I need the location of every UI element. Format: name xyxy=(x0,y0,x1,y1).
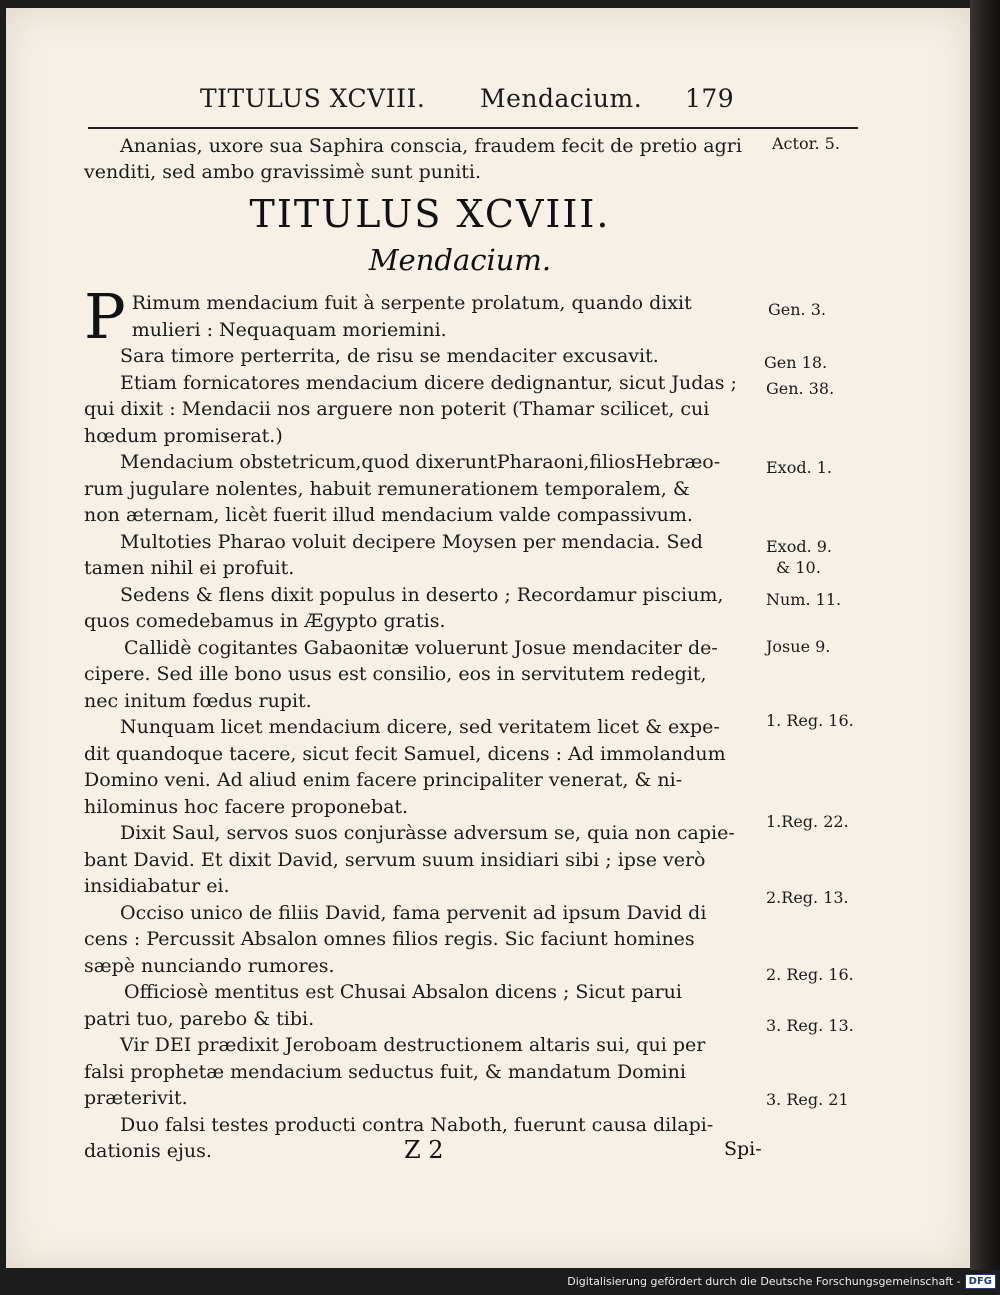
text-line: mulieri : Nequaquam moriemini. xyxy=(131,318,447,341)
chapter-title: TITULUS XCVIII. xyxy=(249,192,611,236)
text-line: Mendacium obstetricum,quod dixeruntPharaoni,filiosHebræo- xyxy=(120,451,721,473)
text-line: Sara timore perterrita, de risu se mendaciter excusavit. xyxy=(120,345,659,367)
text-line: tamen nihil ei profuit. xyxy=(84,557,295,579)
margin-note: Gen. 3. xyxy=(768,300,826,319)
book-spine xyxy=(970,0,1000,1270)
text-line: qui dixit : Mendacii nos arguere non poterit (Thamar scilicet, cui xyxy=(84,398,710,420)
text-line: Domino veni. Ad aliud enim facere principaliter venerat, & ni- xyxy=(84,769,683,791)
text-line: Etiam fornicatores mendacium dicere dedignantur, sicut Judas ; xyxy=(120,371,737,394)
text-line: præterivit. xyxy=(84,1087,188,1109)
margin-note: 3. Reg. 13. xyxy=(766,1016,854,1035)
text-line: Nunquam licet mendacium dicere, sed veritatem licet & expe- xyxy=(120,716,720,738)
margin-note: 1.Reg. 22. xyxy=(766,812,849,831)
text-line: Rimum mendacium fuit à serpente prolatum, quando dixit xyxy=(131,292,692,314)
text-line: dationis ejus. xyxy=(84,1140,212,1162)
dfg-logo-icon: DFG xyxy=(965,1274,996,1289)
header-title: TITULUS XCVIII. xyxy=(200,84,426,113)
text-line: cens : Percussit Absalon omnes filios regis. Sic faciunt homines xyxy=(84,928,695,950)
footer-text: Digitalisierung gefördert durch die Deutsche Forschungsgemeinschaft - xyxy=(567,1275,961,1288)
margin-note: Josue 9. xyxy=(766,637,831,656)
margin-note: Num. 11. xyxy=(766,590,842,609)
text-line: falsi prophetæ mendacium seductus fuit, & mandatum Domini xyxy=(84,1060,686,1083)
chapter-heading xyxy=(80,192,780,280)
text-line: rum jugulare nolentes, habuit remunerationem temporalem, & xyxy=(84,477,690,500)
margin-note: Exod. 9. xyxy=(766,537,833,556)
drop-cap: P xyxy=(84,280,126,353)
intro-line: Ananias, uxore sua Saphira conscia, fraudem fecit de pretio agri xyxy=(120,135,742,157)
header-rule xyxy=(88,127,858,129)
text-line: quos comedebamus in Ægypto gratis. xyxy=(84,610,446,632)
text-line: Duo falsi testes producti contra Naboth, fuerunt causa dilapi- xyxy=(120,1113,714,1136)
margin-note: Actor. 5. xyxy=(772,134,840,153)
intro-paragraph xyxy=(84,134,784,185)
catchword: Spi- xyxy=(724,1138,762,1160)
chapter-subtitle: Mendacium. xyxy=(368,243,552,277)
text-line: sæpè nunciando rumores. xyxy=(84,954,335,977)
text-line: Occiso unico de filiis David, fama pervenit ad ipsum David di xyxy=(120,901,707,924)
signature-mark: Z 2 xyxy=(404,1136,444,1164)
text-line: nec initum fœdus rupit. xyxy=(84,689,312,712)
text-line: Vir DEI prædixit Jeroboam destructionem altaris sui, qui per xyxy=(120,1034,706,1056)
text-line: patri tuo, parebo & tibi. xyxy=(84,1007,315,1030)
intro-line: venditi, sed ambo gravissimè sunt puniti. xyxy=(84,160,482,183)
text-line: hœdum promiserat.) xyxy=(84,424,283,447)
text-line: hilominus hoc facere proponebat. xyxy=(84,795,409,818)
text-line: Callidè cogitantes Gabaonitæ voluerunt Josue mendaciter de- xyxy=(124,636,718,659)
text-line: Sedens & flens dixit populus in deserto ; Recordamur piscium, xyxy=(120,583,724,606)
margin-note: Gen 18. xyxy=(764,353,828,372)
text-line: bant David. Et dixit David, servum suum insidiari sibi ; ipse verò xyxy=(84,848,706,871)
header-section: Mendacium. xyxy=(480,84,643,113)
page-number: 179 xyxy=(685,84,735,113)
margin-note: & 10. xyxy=(776,558,821,577)
text-line: Officiosè mentitus est Chusai Absalon dicens ; Sicut parui xyxy=(124,981,682,1003)
margin-note: Exod. 1. xyxy=(766,458,833,477)
margin-note: 2.Reg. 13. xyxy=(766,888,849,907)
text-line: dit quandoque tacere, sicut fecit Samuel, dicens : Ad immolandum xyxy=(84,742,726,765)
text-line: cipere. Sed ille bono usus est consilio, eos in servitutem redegit, xyxy=(84,663,707,685)
text-line: Dixit Saul, servos suos conjuràsse adversum se, quia non capie- xyxy=(120,822,735,844)
margin-note: 3. Reg. 21 xyxy=(766,1090,849,1109)
funding-footer xyxy=(567,1274,996,1289)
margin-note: 1. Reg. 16. xyxy=(766,711,854,730)
running-header xyxy=(200,84,760,120)
margin-note: Gen. 38. xyxy=(766,379,835,398)
text-line: Multoties Pharao voluit decipere Moysen per mendacia. Sed xyxy=(120,530,703,553)
text-line: insidiabatur ei. xyxy=(84,875,230,897)
margin-note: 2. Reg. 16. xyxy=(766,965,854,984)
main-text xyxy=(84,280,784,1165)
text-line: non æternam, licèt fuerit illud mendacium valde compassivum. xyxy=(84,504,693,526)
